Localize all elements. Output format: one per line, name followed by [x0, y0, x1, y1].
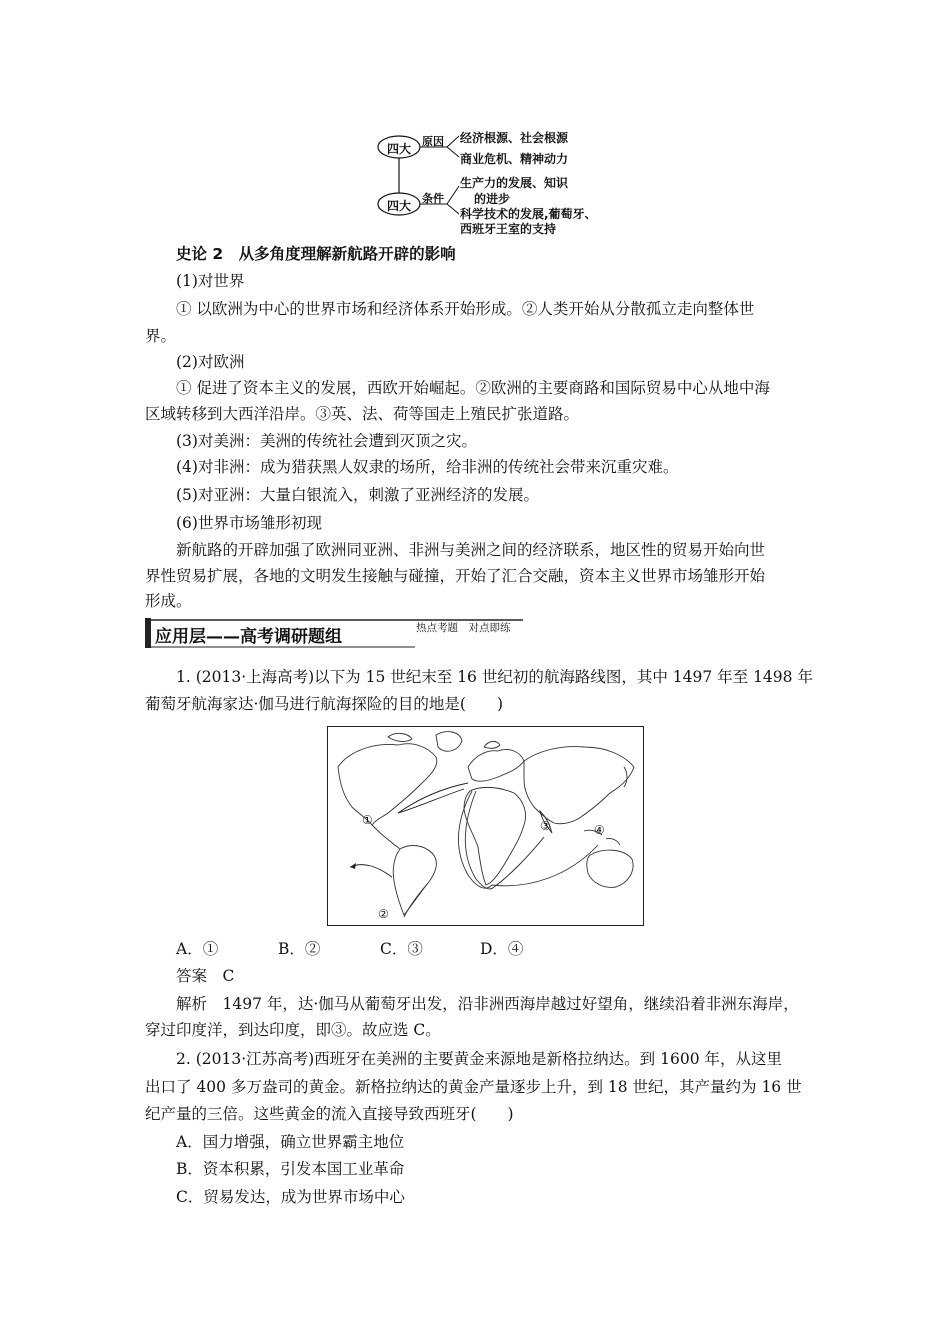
diagram-bottom-item: 生产力的发展、知识 — [460, 176, 569, 190]
map-marker-2: ② — [378, 907, 389, 921]
diagram-bottom-item: 西班牙王室的支持 — [460, 222, 557, 236]
paragraph: 界。 — [145, 327, 177, 345]
voyage-route-map — [327, 726, 644, 926]
option-a: A．国力增强，确立世界霸主地位 — [176, 1133, 405, 1151]
paragraph: 区域转移到大西洋沿岸。③英、法、荷等国走上殖民扩张道路。 — [145, 405, 580, 423]
question-1-text: 葡萄牙航海家达·伽马进行航海探险的目的地是( ) — [145, 695, 504, 713]
question-1-text: 1. (2013·上海高考)以下为 15 世纪末至 16 世纪初的航海路线图，其中 1497 年至 1498 年 — [176, 668, 813, 686]
diagram-node-bottom: 四大 — [387, 199, 412, 213]
option-d: D．④ — [480, 940, 524, 958]
diagram-top-item: 经济根源、社会根源 — [460, 131, 569, 145]
diagram-node-top: 四大 — [387, 142, 412, 156]
paragraph: (2)对欧洲 — [176, 353, 245, 371]
diagram-bottom-label: 条件 — [422, 192, 444, 205]
question-2-text: 纪产量的三倍。这些黄金的流入直接导致西班牙( ) — [145, 1105, 514, 1123]
paragraph: (5)对亚洲：大量白银流入，刺激了亚洲经济的发展。 — [176, 486, 539, 504]
option-c: C．③ — [380, 940, 423, 958]
diagram-bottom-item: 科学技术的发展,葡萄牙、 — [460, 207, 597, 221]
option-a: A．① — [176, 940, 219, 958]
paragraph: (4)对非洲：成为猎获黑人奴隶的场所，给非洲的传统社会带来沉重灾难。 — [176, 458, 679, 476]
option-c: C．贸易发达，成为世界市场中心 — [176, 1188, 405, 1206]
option-b: B．② — [278, 940, 321, 958]
section-tag: 热点考题 对点即练 — [416, 622, 511, 634]
question-2-text: 2. (2013·江苏高考)西班牙在美洲的主要黄金来源地是新格拉纳达。到 1600 年，从这里 — [176, 1050, 782, 1068]
paragraph: (3)对美洲：美洲的传统社会遭到灭顶之灾。 — [176, 432, 477, 450]
answer: 答案 C — [176, 967, 235, 985]
diagram-top-item: 商业危机、精神动力 — [460, 152, 569, 166]
paragraph: 界性贸易扩展，各地的文明发生接触与碰撞，开始了汇合交融，资本主义世界市场雏形开始 — [145, 567, 766, 585]
diagram-top-label: 原因 — [422, 135, 444, 148]
diagram-bottom-item: 的进步 — [474, 192, 511, 206]
option-b: B．资本积累，引发本国工业革命 — [176, 1160, 405, 1178]
map-marker-4: ④ — [594, 823, 605, 837]
shilun-heading: 史论 2 从多角度理解新航路开辟的影响 — [176, 245, 456, 263]
analysis: 解析 1497 年，达·伽马从葡萄牙出发，沿非洲西海岸越过好望角，继续沿着非洲东海岸， — [176, 995, 799, 1013]
analysis: 穿过印度洋，到达印度，即③。故应选 C。 — [145, 1021, 441, 1039]
map-marker-3: ③ — [540, 819, 551, 833]
paragraph: (6)世界市场雏形初现 — [176, 514, 322, 532]
map-marker-1: ① — [362, 813, 373, 827]
question-2-text: 出口了 400 多万盎司的黄金。新格拉纳达的黄金产量逐步上升，到 18 世纪，其产量约为 16 世 — [145, 1078, 802, 1096]
section-title: 应用层——高考调研题组 — [155, 627, 342, 647]
paragraph: 形成。 — [145, 592, 192, 610]
paragraph: ① 促进了资本主义的发展，西欧开始崛起。②欧洲的主要商路和国际贸易中心从地中海 — [176, 379, 770, 397]
paragraph: (1)对世界 — [176, 272, 245, 290]
paragraph: 新航路的开辟加强了欧洲同亚洲、非洲与美洲之间的经济联系，地区性的贸易开始向世 — [176, 541, 766, 559]
paragraph: ① 以欧洲为中心的世界市场和经济体系开始形成。②人类开始从分散孤立走向整体世 — [176, 300, 755, 318]
